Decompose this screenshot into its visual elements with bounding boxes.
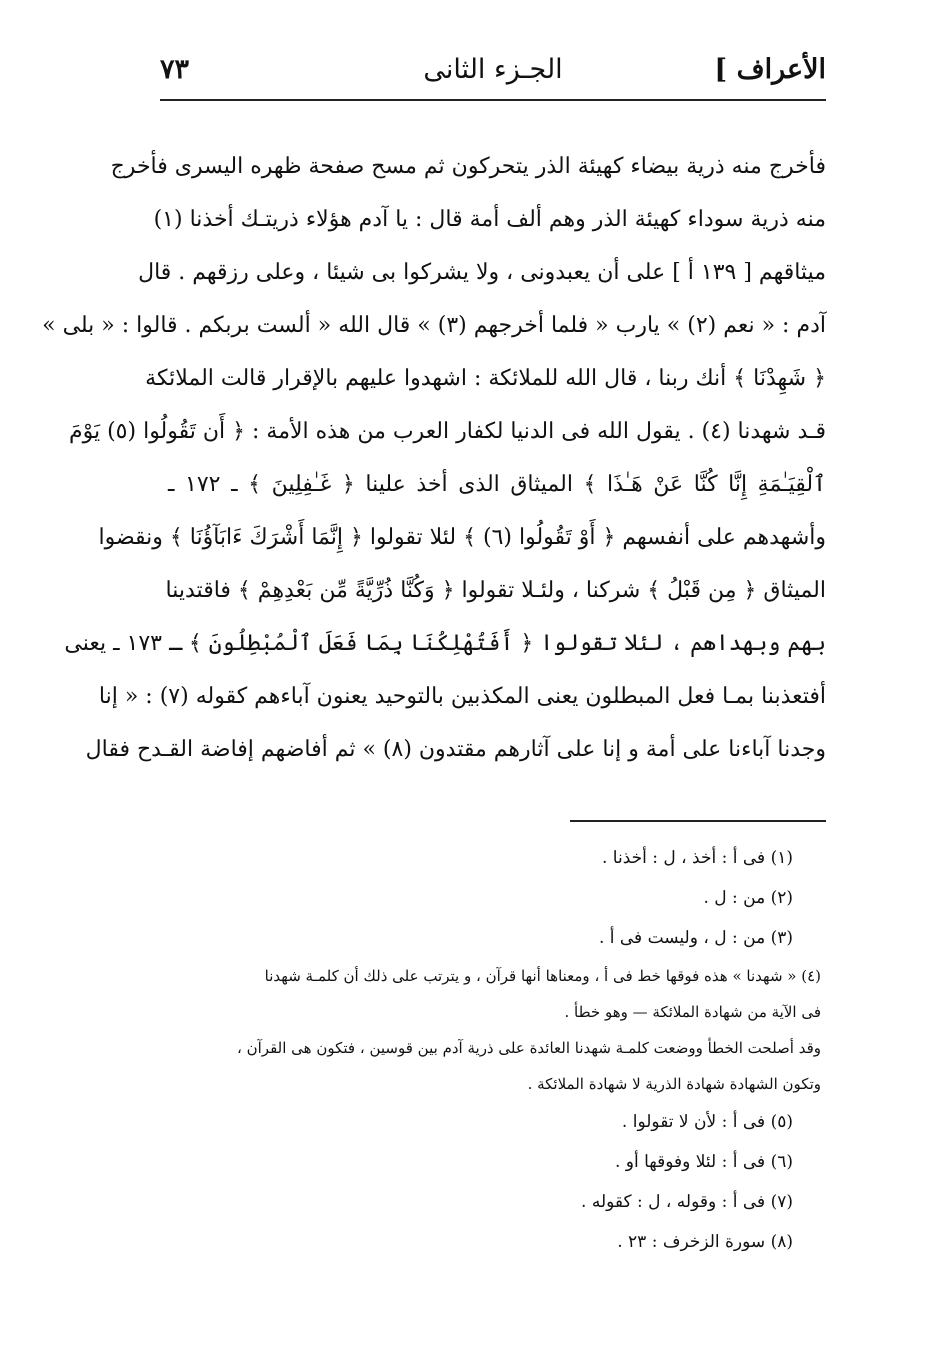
text-line: وجدنا آباءنا على أمة و إنا على آثارهم مقتدون (٨) » ثم أفاضهم إفاضة القـدح فقال — [85, 737, 826, 762]
text-line: منه ذرية سوداء كهيئة الذر وهم ألف أمة قال : يا آدم هؤلاء ذريتـك أخذنا (١) — [153, 207, 826, 232]
text-line: وأشهدهم على أنفسهم ﴿ أَوْ تَقُولُوا (٦) ﴾ لئلا تقولوا ﴿ إِنَّمَا أَشْرَكَ ءَابَآؤُنَا ﴾ ونقضوا — [98, 525, 826, 550]
volume-title: الجـزء الثانى — [423, 54, 563, 85]
text-line: الميثاق ﴿ مِن قَبْلُ ﴾ شركنا ، ولئـلا تقولوا ﴿ وَكُنَّا ذُرِّيَّةً مِّن بَعْدِهِمْ ﴾ فاقتدينا — [165, 578, 826, 603]
page-number: ٧٣ — [160, 54, 190, 85]
text-line: بهم وبهداهم ، لئلا تقولوا ﴿ أَفَتُهْلِكُنَا بِمَا فَعَلَ ٱلْمُبْطِلُونَ ﴾ ـ ١٧٣ ـ يعنى — [64, 631, 826, 656]
text-line: آدم : « نعم (٢) » يارب « فلما أخرجهم (٣) » قال الله « ألست بربكم . قالوا : « بلى » — [42, 313, 826, 338]
footnotes — [170, 838, 821, 1262]
footnote: (٦) فى أ : لئلا وفوقها أو . — [614, 1152, 793, 1172]
main-text — [42, 140, 826, 776]
footnote: (٧) فى أ : وقوله ، ل : كقوله . — [581, 1192, 793, 1212]
footnote: (٣) من : ل ، وليست فى أ . — [598, 928, 793, 948]
text-line: فأخرج منه ذرية بيضاء كهيئة الذر يتحركون ثم مسح صفحة ظهره اليسرى فأخرج — [110, 154, 826, 179]
footnote-continuation: وتكون الشهادة شهادة الذرية لا شهادة الملائكة . — [527, 1075, 821, 1093]
header-divider — [160, 99, 826, 101]
text-line: ميثاقهم [ ١٣٩ أ ] على أن يعبدونى ، ولا يشركوا بى شيئا ، وعلى رزقهم . قال — [138, 260, 826, 285]
running-header — [160, 50, 826, 94]
footnote-divider — [570, 820, 826, 822]
text-line: ٱلْقِيَـٰمَةِ إِنَّا كُنَّا عَنْ هَـٰذَا ﴾ الميثاق الذى أخذ علينا ﴿ غَـٰفِلِينَ ﴾ ـ ١٧٢ ـ — [168, 472, 826, 497]
footnote: (٨) سورة الزخرف : ٢٣ . — [617, 1232, 793, 1252]
footnote: (١) فى أ : أخذ ، ل : أخذنا . — [602, 848, 793, 868]
surah-name: الأعراف ] — [714, 54, 826, 85]
footnote: (٢) من : ل . — [703, 888, 793, 908]
text-line: قـد شهدنا (٤) . يقول الله فى الدنيا لكفار العرب من هذه الأمة : ﴿ أَن تَقُولُوا (٥) يَوْمَ — [68, 419, 826, 444]
footnote-continuation: فى الآية من شهادة الملائكة — وهو خطأ . — [564, 1003, 821, 1021]
text-line: أفتعذبنا بمـا فعل المبطلون يعنى المكذبين بالتوحيد يعنون آباءهم كقوله (٧) : « إنا — [98, 684, 826, 709]
text-line: ﴿ شَهِدْنَا ﴾ أنك ربنا ، قال الله للملائكة : اشهدوا عليهم بالإقرار قالت الملائكة — [145, 366, 826, 391]
footnote: (٤) « شهدنا » هذه فوقها خط فى أ ، ومعناها أنها قرآن ، و يترتب على ذلك أن كلمـة شهدنا — [264, 967, 821, 985]
footnote: (٥) فى أ : لأن لا تقولوا . — [621, 1112, 793, 1132]
footnote-continuation: وقد أصلحت الخطأ ووضعت كلمـة شهدنا العائدة على ذرية آدم بين قوسين ، فتكون هى القرآن ، — [237, 1039, 821, 1057]
